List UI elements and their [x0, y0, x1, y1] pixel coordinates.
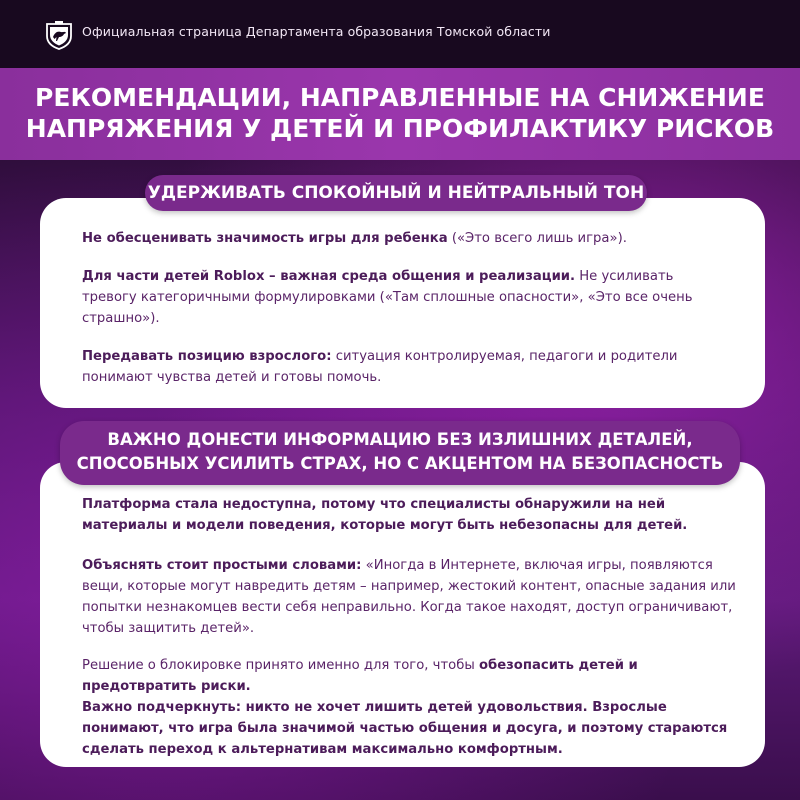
section-1-p2-text: Не усиливать тревогу категоричными формулировками («Там сплошные опасности», «Это все очень страшно»). — [82, 269, 693, 326]
page-title-line-1: РЕКОМЕНДАЦИИ, НАПРАВЛЕННЫЕ НА СНИЖЕНИЕ — [35, 83, 765, 112]
section-2-p3-bold: обезопасить детей и предотвратить риски. — [82, 658, 638, 694]
section-1-paragraph-3 — [82, 346, 732, 388]
section-2-heading-line-1: ВАЖНО ДОНЕСТИ ИНФОРМАЦИЮ БЕЗ ИЗЛИШНИХ ДЕТАЛЕЙ, — [107, 430, 693, 449]
section-1-p2-bold: Для части детей Roblox – важная среда общения и реализации. — [82, 269, 576, 284]
section-1-p1-text: («Это всего лишь игра»). — [447, 231, 627, 246]
section-2-paragraph-1: Платформа стала недоступна, потому что специалисты обнаружили на ней материалы и модели поведения, которые могут быть небезопасны для детей. — [82, 497, 688, 533]
section-2-paragraph-2 — [82, 555, 742, 639]
section-2-p2-bold: Объяснять стоит простыми словами: — [82, 558, 362, 573]
section-1-paragraph-1 — [82, 228, 732, 249]
coat-of-arms-icon — [44, 20, 74, 50]
section-2-p2-text: «Иногда в Интернете, включая игры, появляются вещи, которые могут навредить детям – например, жестокий контент, опасные задания или попытки незнакомцев вести себя неправильно. Когда такое находят, доступ ограничивают, чтобы защитить детей». — [82, 558, 736, 636]
section-2-p4-text: Взрослые понимают, что игра была значимой частью общения и досуга, и поэтому стараются сделать переход к альтернативам максимально комфортным. — [82, 700, 728, 757]
section-2-heading — [60, 421, 740, 485]
page-title — [0, 82, 800, 144]
page-title-line-2: НАПРЯЖЕНИЯ У ДЕТЕЙ И ПРОФИЛАКТИКУ РИСКОВ — [25, 114, 775, 143]
official-page-caption: Официальная страница Департамента образования Томской области — [82, 24, 551, 39]
section-2-heading-line-2: СПОСОБНЫХ УСИЛИТЬ СТРАХ, НО С АКЦЕНТОМ НА БЕЗОПАСНОСТЬ — [76, 454, 724, 473]
section-2-p4-bold: Важно подчеркнуть: никто не хочет лишить детей удовольствия. — [82, 700, 588, 715]
top-bar — [0, 0, 800, 68]
section-1-heading: УДЕРЖИВАТЬ СПОКОЙНЫЙ И НЕЙТРАЛЬНЫЙ ТОН — [145, 175, 647, 211]
section-1-p3-bold: Передавать позицию взрослого: — [82, 349, 332, 364]
section-2-p3-text: Решение о блокировке принято именно для того, чтобы — [82, 658, 479, 673]
section-1-p3-text: ситуация контролируемая, педагоги и родители понимают чувства детей и готовы помочь. — [82, 349, 678, 385]
section-1-p1-bold: Не обесценивать значимость игры для ребенка — [82, 231, 448, 246]
section-2-paragraph-3 — [82, 655, 742, 697]
section-2-paragraph-4 — [82, 697, 742, 760]
section-1-paragraph-2 — [82, 266, 732, 329]
